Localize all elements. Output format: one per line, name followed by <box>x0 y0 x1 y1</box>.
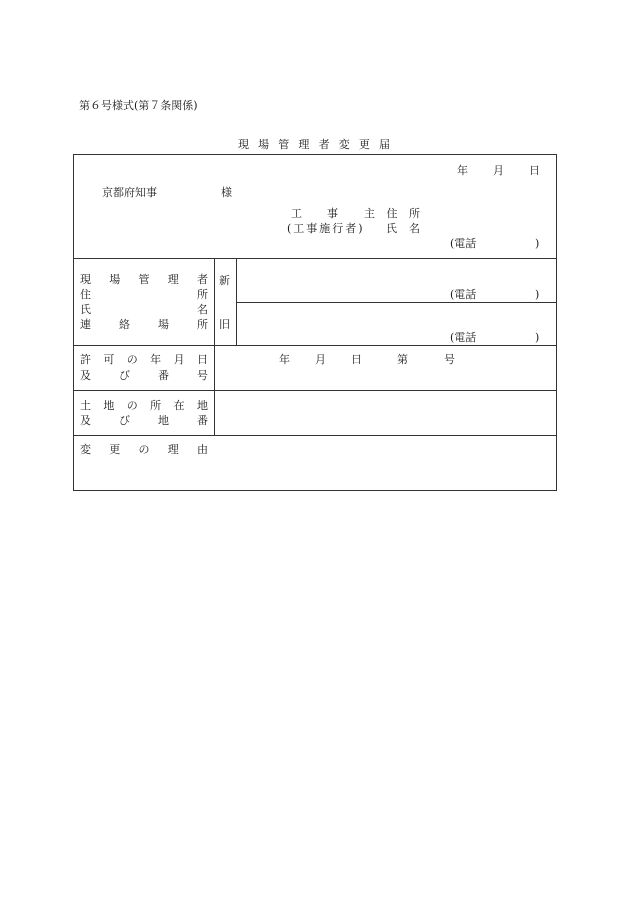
old-phone-open: (電話 <box>450 331 477 344</box>
applicant-role-line1: 工 事 <box>291 207 338 220</box>
applicant-role-line2: (工事施行者) <box>287 222 365 235</box>
addressee: 京都府知事 <box>102 186 157 199</box>
reason-label: 変 更 の 理 由 <box>80 443 208 456</box>
old-label: 旧 <box>219 318 230 331</box>
honorific: 様 <box>221 186 232 199</box>
new-phone-close: ) <box>535 288 540 301</box>
applicant-phone-open: (電話 <box>450 237 477 250</box>
old-phone-close: ) <box>535 331 540 344</box>
form-title: 現 場 管 理 者 変 更 届 <box>238 138 390 151</box>
applicant-name-label: 氏 名 <box>386 222 420 235</box>
form-number: 第６号様式(第７条関係) <box>79 99 198 112</box>
applicant-phone-close: ) <box>535 237 540 250</box>
new-label: 新 <box>219 274 230 287</box>
new-phone-open: (電話 <box>450 288 477 301</box>
applicant-address-label: 主 住 所 <box>364 207 420 220</box>
